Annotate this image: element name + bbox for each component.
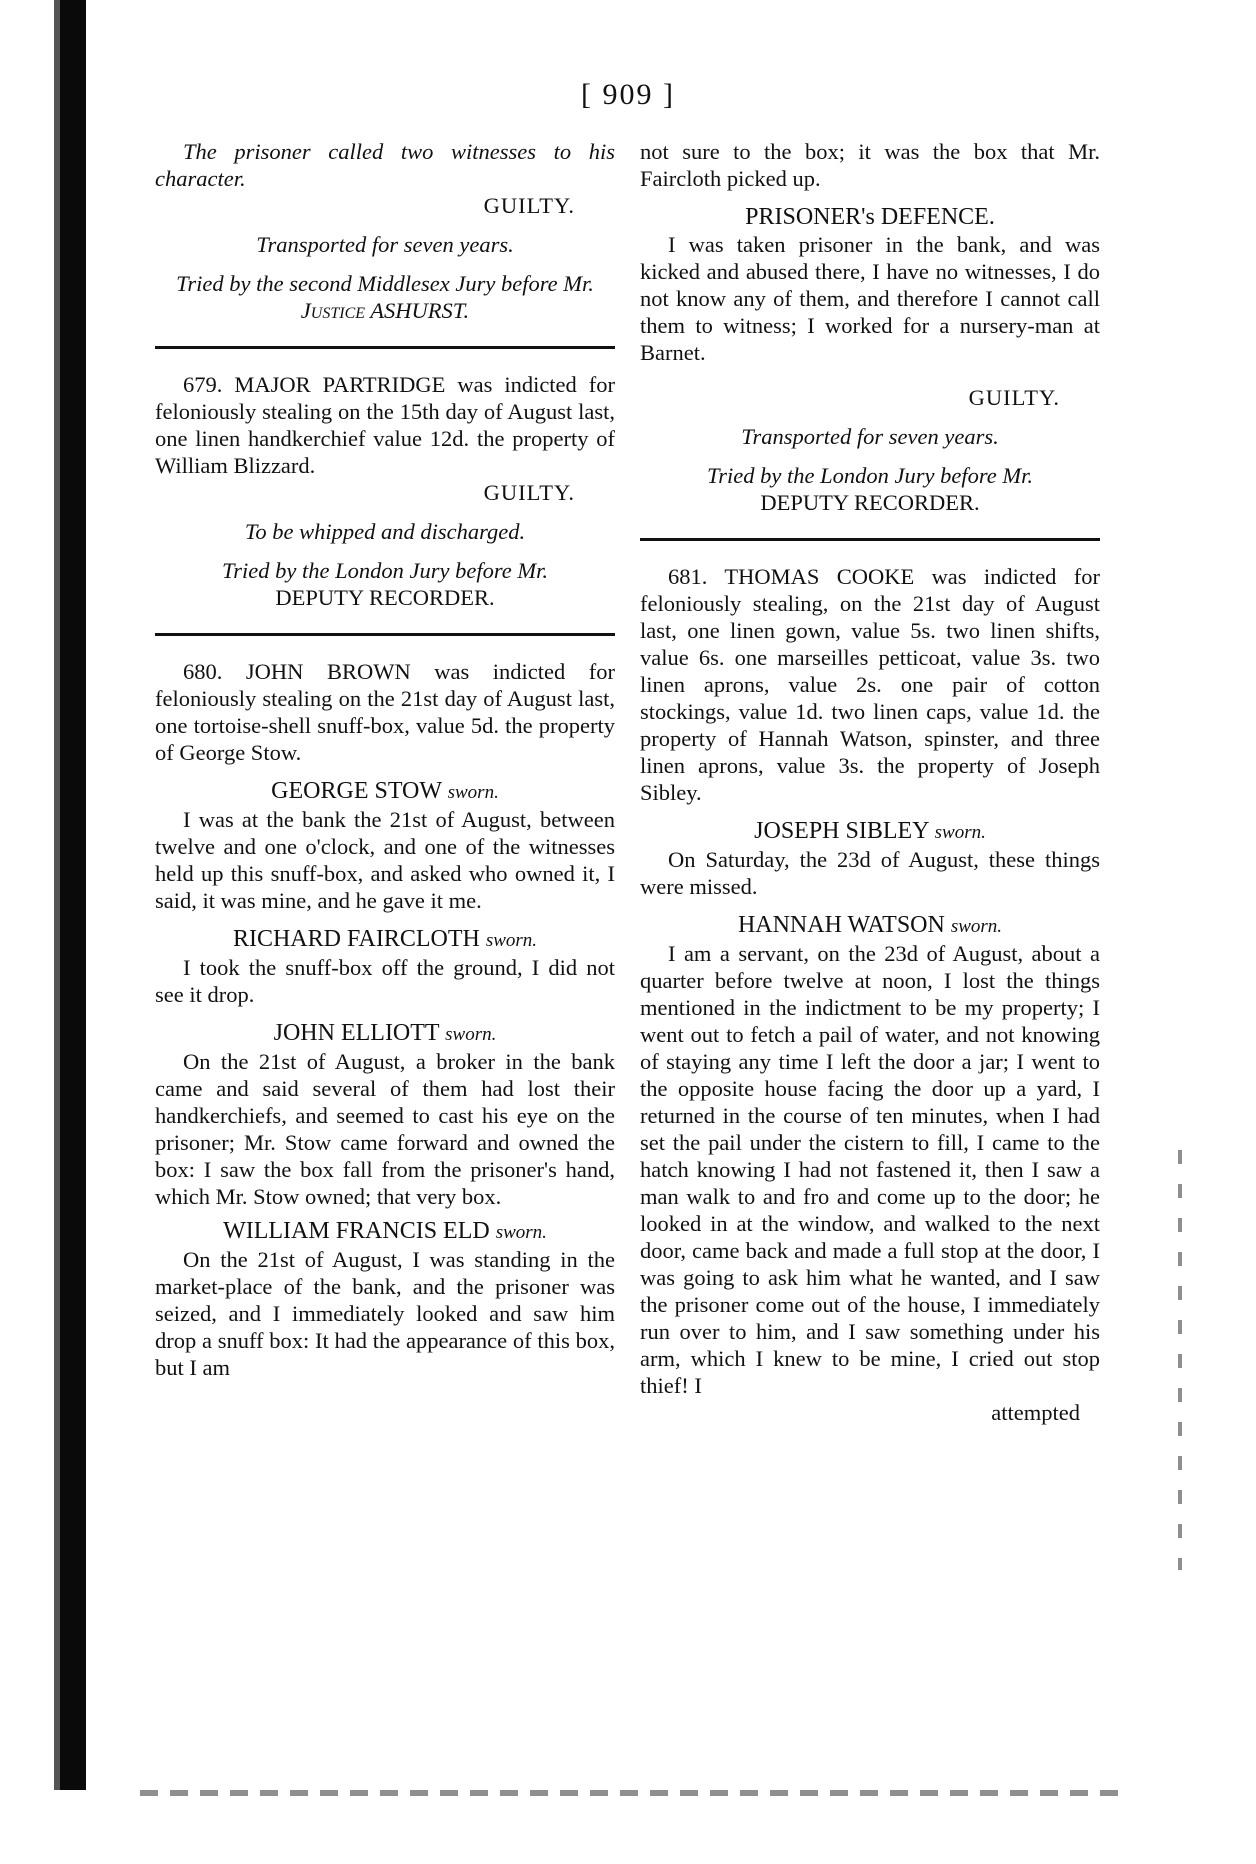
witness-name: HANNAH WATSON	[737, 912, 945, 938]
defence-heading: PRISONER's DEFENCE.	[745, 204, 995, 230]
witness-heading	[155, 778, 615, 806]
scan-edge-marks	[1178, 1150, 1182, 1570]
witness-testimony: On the 21st of August, I was standing in the market-place of the bank, and the prisoner was seized, and I immediately looked and saw him drop a snuff box: It had the appearance of this box, but I am	[155, 1247, 615, 1380]
page-number: [ 909 ]	[581, 78, 675, 111]
case-679: 679. MAJOR PARTRIDGE was indicted for feloniously stealing on the 15th day of August last, one linen handkerchief value 12d. the property of William Blizzard.	[155, 372, 615, 478]
witness-name: WILLIAM FRANCIS ELD	[223, 1218, 490, 1244]
witness-note: The prisoner called two witnesses to his character.	[155, 139, 615, 191]
case-681: 681. THOMAS COOKE was indicted for feloniously stealing, on the 21st day of August last, one linen gown, value 5s. two linen shifts, value 6s. one marseilles petticoat, value 3s. two linen aprons, value 2s. one pair of cotton stockings, value 1d. two linen caps, value 1d. the property of Hannah Watson, spinster, and three linen aprons, value 3s. the property of Joseph Sibley.	[640, 564, 1100, 805]
section-divider	[155, 633, 615, 636]
sentence: To be whipped and discharged.	[244, 519, 526, 544]
sworn-label: sworn.	[495, 1222, 547, 1243]
witness-testimony: I took the snuff-box off the ground, I did not see it drop.	[155, 955, 615, 1007]
sworn-label: sworn.	[445, 1024, 497, 1045]
verdict: GUILTY.	[968, 385, 1060, 410]
trial-line: Tried by the London Jury before Mr.	[706, 463, 1033, 488]
section-divider	[155, 346, 615, 349]
left-column	[155, 138, 615, 1381]
witness-heading	[155, 926, 615, 954]
sentence: Transported for seven years.	[256, 232, 514, 257]
sentence: Transported for seven years.	[741, 424, 999, 449]
witness-heading	[640, 912, 1100, 940]
witness-name: GEORGE STOW	[271, 778, 442, 804]
scan-bottom-smudge	[140, 1790, 1120, 1796]
trial-judge-text: Justice ASHURST.	[300, 298, 470, 323]
sworn-label: sworn.	[447, 782, 499, 803]
witness-testimony: I am a servant, on the 23d of August, about a quarter before twelve at noon, I lost the things mentioned in the indictment to be my property; I went out to fetch a pail of water, and not knowing of staying any time I left the door a jar; I went to the opposite house facing the door up a yard, I returned in the course of ten minutes, when I had set the pail under the cistern to fill, I came to the hatch knowing I had not fastened it, then I saw a man walk to and fro and come up to the door; he looked in at the window, and walked to the next door, came back and made a full stop at the door, I was going to ask him what he wanted, and I saw the prisoner come out of the house, I immediately run over to him, and I saw something under his arm, which I knew to be mine, I cried out stop thief! I	[640, 941, 1100, 1398]
sworn-label: sworn.	[950, 916, 1003, 937]
verdict: GUILTY.	[483, 193, 575, 218]
verdict: GUILTY.	[483, 480, 575, 505]
catchword: attempted	[991, 1400, 1080, 1425]
witness-heading	[155, 1218, 615, 1246]
witness-name: RICHARD FAIRCLOTH	[232, 926, 480, 952]
trial-judge	[155, 297, 615, 324]
witness-testimony: I was at the bank the 21st of August, between twelve and one o'clock, and one of the witnesses held up this snuff-box, and asked who owned it, I said, it was mine, and he gave it me.	[155, 807, 615, 913]
trial-line: Tried by the London Jury before Mr.	[221, 558, 548, 583]
trial-judge: DEPUTY RECORDER.	[275, 585, 495, 610]
right-column	[640, 138, 1100, 1426]
section-divider	[640, 538, 1100, 541]
trial-judge: DEPUTY RECORDER.	[760, 490, 980, 515]
defence-text: I was taken prisoner in the bank, and was kicked and abused there, I have no witnesses, I do not know any of them, and therefore I cannot call them to witness; I worked for a nursery-man at Barnet.	[640, 232, 1100, 365]
testimony-continued: not sure to the box; it was the box that Mr. Faircloth picked up.	[640, 139, 1100, 191]
witness-name: JOHN ELLIOTT	[273, 1020, 440, 1046]
witness-testimony: On the 21st of August, a broker in the bank came and said several of them had lost their handkerchiefs, and seemed to cast his eye on the prisoner; Mr. Stow came forward and owned the box: I saw the box fall from the prisoner's hand, which Mr. Stow owned; that very box.	[155, 1049, 615, 1209]
sworn-label: sworn.	[485, 930, 538, 951]
binding-spine	[60, 0, 86, 1790]
witness-name: JOSEPH SIBLEY	[754, 818, 929, 844]
witness-testimony: On Saturday, the 23d of August, these things were missed.	[640, 847, 1100, 899]
trial-line: Tried by the second Middlesex Jury before Mr.	[176, 271, 594, 296]
witness-heading	[155, 1020, 615, 1048]
sworn-label: sworn.	[934, 822, 986, 843]
case-680: 680. JOHN BROWN was indicted for feloniously stealing on the 21st day of August last, one tortoise-shell snuff-box, value 5d. the property of George Stow.	[155, 659, 615, 765]
witness-heading	[640, 818, 1100, 846]
